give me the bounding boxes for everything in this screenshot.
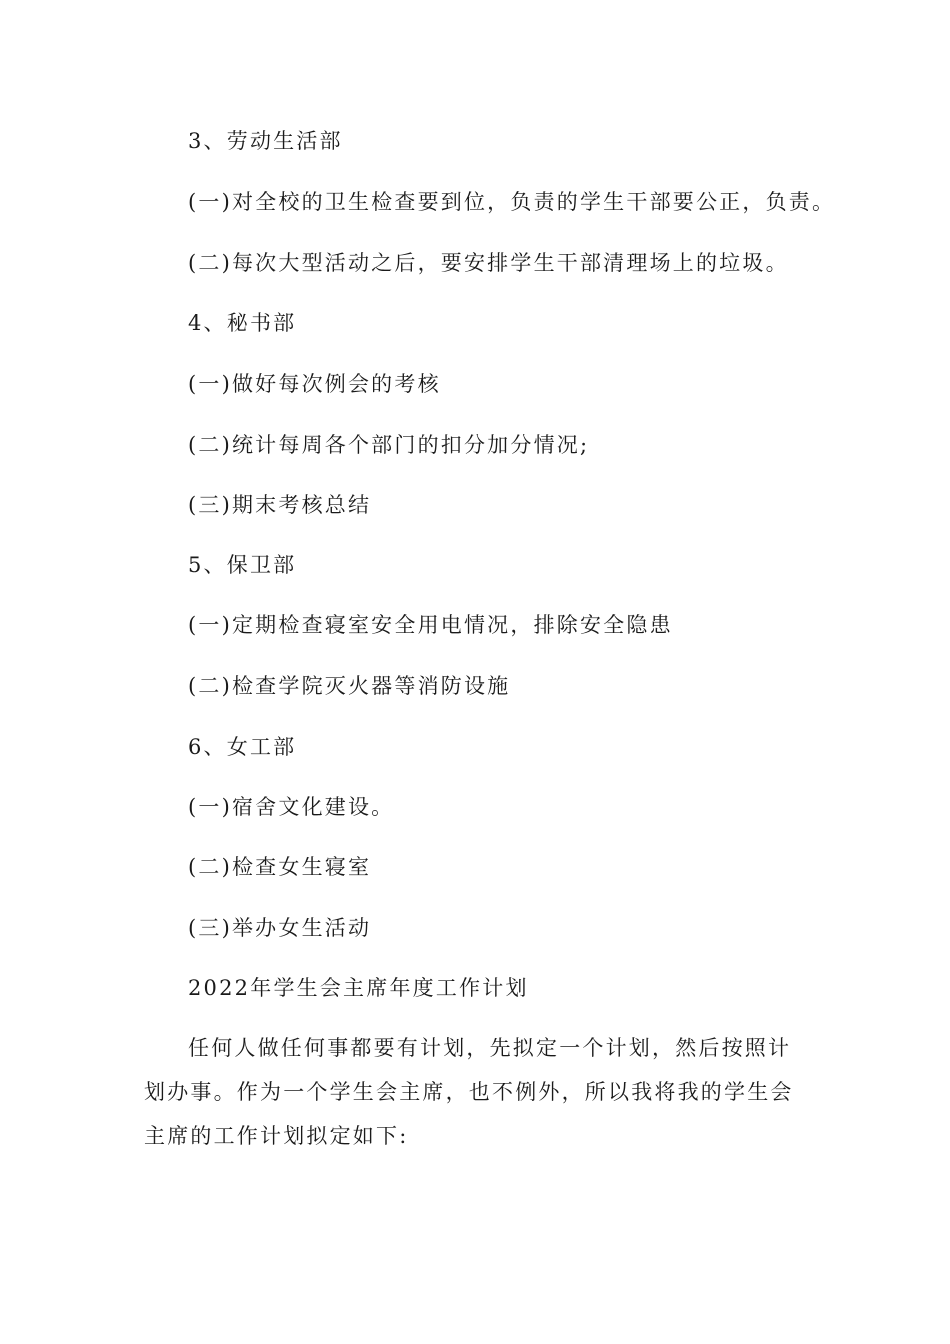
list-item: (三)举办女生活动 — [188, 916, 372, 940]
list-item: (一)定期检查寝室安全用电情况，排除安全隐患 — [188, 613, 673, 637]
intro-paragraph: 任何人做任何事都要有计划，先拟定一个计划，然后按照计划办事。作为一个学生会主席，也不例外，所以我将我的学生会主席的工作计划拟定如下: — [144, 1036, 794, 1148]
list-item: (一)宿舍文化建设。 — [188, 795, 395, 819]
section-heading-security: 5、保卫部 — [188, 553, 297, 577]
list-item: (二)每次大型活动之后，要安排学生干部清理场上的垃圾。 — [188, 251, 789, 275]
list-item: (二)检查女生寝室 — [188, 855, 372, 879]
section-heading-labor: 3、劳动生活部 — [188, 129, 343, 153]
section-heading-secretary: 4、秘书部 — [188, 311, 297, 335]
section-heading-womens-affairs: 6、女工部 — [188, 735, 297, 759]
list-item: (一)做好每次例会的考核 — [188, 372, 441, 396]
list-item: (二)检查学院灭火器等消防设施 — [188, 674, 511, 698]
document-title: 2022年学生会主席年度工作计划 — [188, 976, 529, 1000]
list-item: (三)期末考核总结 — [188, 493, 372, 517]
list-item: (二)统计每周各个部门的扣分加分情况; — [188, 433, 590, 457]
list-item: (一)对全校的卫生检查要到位，负责的学生干部要公正，负责。 — [188, 190, 836, 214]
